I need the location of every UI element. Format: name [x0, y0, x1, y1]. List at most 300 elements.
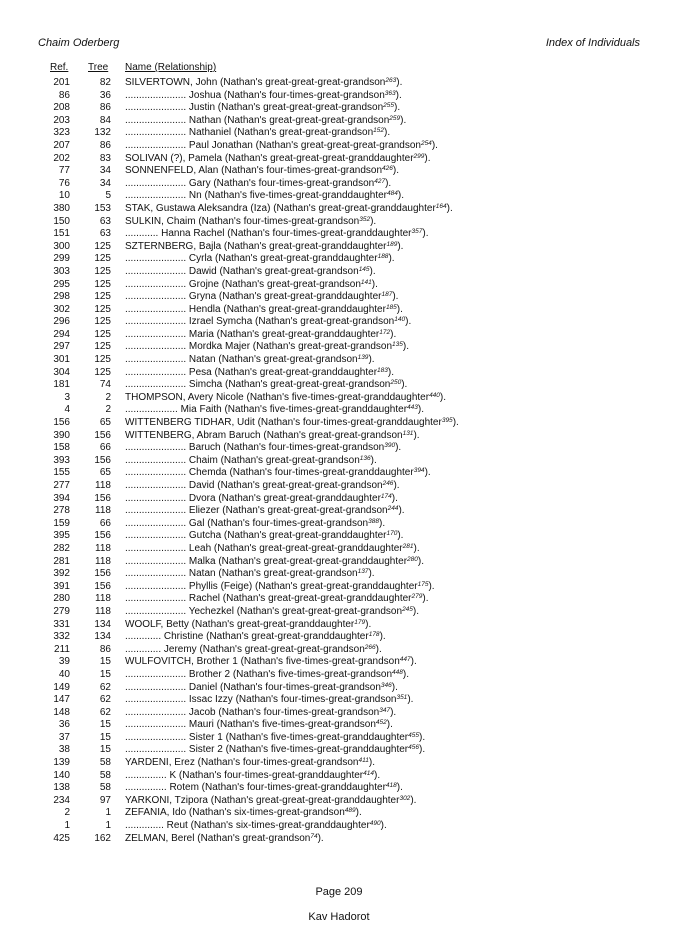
entry-name — [125, 153, 431, 166]
entry-close: ). — [388, 253, 395, 265]
index-entry — [0, 203, 678, 216]
entry-name — [125, 216, 376, 229]
index-entry — [0, 442, 678, 455]
entry-ref: 201 — [53, 77, 70, 88]
entry-reference-number: 363 — [384, 89, 396, 97]
entry-ref: 331 — [53, 618, 70, 630]
page-number: Page 209 — [315, 886, 363, 898]
entry-reference-number: 187 — [381, 291, 393, 299]
entry-reference-number: 140 — [394, 316, 406, 324]
entry-name-text: ...................... Mauri (Nathan's five-times-great-grandson — [125, 719, 376, 731]
entry-name-text: ...................... Chaim (Nathan's great-great-grandson — [125, 454, 360, 466]
entry-name — [125, 291, 398, 304]
entry-close: ). — [417, 555, 425, 567]
entry-close: ). — [365, 618, 372, 630]
entry-close: ). — [317, 832, 324, 844]
entry-name — [125, 719, 393, 732]
entry-tree: 125 — [94, 366, 111, 378]
entry-tree: 97 — [99, 794, 111, 806]
entry-name — [125, 279, 378, 292]
entry-name-text: ...................... Nathan (Nathan's great-great-great-grandson — [125, 114, 390, 126]
entry-name — [125, 669, 409, 682]
entry-close: ). — [387, 366, 395, 378]
index-entry — [0, 581, 678, 594]
entry-name — [125, 165, 399, 178]
entry-name-text: ...................... Chemda (Nathan's four-times-great-granddaughter — [125, 467, 414, 479]
entry-name-text: ...................... Yechezkel (Nathan's great-great-great-grandson — [125, 605, 403, 617]
entry-tree: 84 — [99, 114, 111, 126]
entry-reference-number: 357 — [411, 228, 423, 236]
index-entry — [0, 140, 678, 153]
entry-name-text: SILVERTOWN, John (Nathan's great-great-great-grandson — [125, 77, 386, 88]
entry-tree: 134 — [94, 631, 111, 643]
entry-name-text: ...................... Gutcha (Nathan's great-great-granddaughter — [125, 530, 387, 542]
entry-name-text: ...................... Paul Jonathan (Nathan's great-great-great-grandson — [125, 139, 421, 151]
entry-close: ). — [422, 593, 429, 605]
entry-tree: 58 — [99, 782, 111, 794]
entry-tree: 156 — [94, 530, 111, 542]
entry-close: ). — [413, 429, 420, 441]
entry-tree: 62 — [99, 694, 111, 706]
index-entry — [0, 90, 678, 103]
entry-tree: 1 — [105, 820, 111, 832]
entry-name-text: ...................... Gary (Nathan's four-times-great-grandson — [125, 177, 375, 189]
entry-name — [125, 354, 375, 367]
entry-reference-number: 139 — [357, 354, 369, 362]
entry-name — [125, 102, 400, 115]
entry-name-text: ...................... Sister 1 (Nathan's five-times-great-granddaughter — [125, 731, 409, 743]
entry-reference-number: 178 — [368, 631, 380, 639]
entry-close: ). — [371, 278, 378, 290]
running-header-section: Index of Individuals — [545, 37, 640, 49]
entry-tree: 82 — [99, 77, 111, 88]
entry-tree: 86 — [99, 139, 111, 151]
entry-reference-number: 266 — [364, 643, 376, 651]
index-entry — [0, 606, 678, 619]
running-header-author: Chaim Oderberg — [38, 37, 120, 49]
entry-tree: 118 — [95, 542, 111, 554]
entry-name — [125, 593, 428, 606]
entry-name-text: SOLIVAN (?), Pamela (Nathan's great-great-great-granddaughter — [125, 152, 414, 164]
entry-name — [125, 379, 407, 392]
entry-close: ). — [402, 668, 409, 680]
entry-reference-number: 427 — [374, 177, 386, 185]
index-entry — [0, 631, 678, 644]
index-entry — [0, 505, 678, 518]
entry-ref: 158 — [53, 442, 70, 454]
entry-tree: 66 — [99, 517, 111, 529]
entry-tree: 86 — [99, 102, 111, 114]
entry-name — [125, 417, 459, 430]
index-entry — [0, 518, 678, 531]
entry-tree: 125 — [94, 303, 111, 315]
index-entry — [0, 455, 678, 468]
entry-name-text: ...................... Cyrla (Nathan's great-great-granddaughter — [125, 253, 378, 265]
index-entry — [0, 127, 678, 140]
index-entry — [0, 379, 678, 392]
entry-ref: 281 — [53, 555, 70, 567]
index-entry — [0, 329, 678, 342]
entry-tree: 86 — [99, 643, 111, 655]
entry-reference-number: 281 — [402, 542, 414, 550]
index-entry — [0, 744, 678, 757]
entry-name-text: ...................... Nn (Nathan's five-times-great-granddaughter — [125, 190, 388, 202]
entry-reference-number: 452 — [375, 719, 387, 727]
entry-reference-number: 390 — [384, 442, 396, 450]
entry-close: ). — [395, 89, 402, 101]
entry-reference-number: 254 — [420, 139, 432, 147]
entry-reference-number: 255 — [383, 102, 394, 110]
entry-tree: 66 — [99, 442, 111, 454]
entry-close: ). — [392, 291, 399, 303]
entry-tree: 5 — [105, 190, 111, 202]
entry-tree: 15 — [99, 731, 111, 743]
entry-name — [125, 757, 375, 770]
entry-name — [125, 367, 394, 380]
entry-tree: 125 — [94, 341, 111, 353]
entry-ref: 147 — [53, 694, 70, 706]
entry-reference-number: 447 — [399, 656, 411, 664]
entry-name — [125, 77, 402, 90]
entry-name — [125, 568, 375, 581]
entry-name — [125, 329, 396, 342]
entry-name-text: ZELMAN, Berel (Nathan's great-grandson — [125, 832, 311, 844]
entry-tree: 125 — [94, 291, 111, 303]
entry-ref: 393 — [53, 454, 70, 466]
entry-name — [125, 694, 413, 707]
entry-reference-number: 489 — [344, 807, 356, 815]
entry-ref: 211 — [54, 643, 70, 655]
index-entry — [0, 682, 678, 695]
entry-ref: 301 — [53, 354, 70, 366]
entry-ref: 208 — [53, 102, 70, 114]
entry-close: ). — [419, 731, 426, 743]
entry-name — [125, 316, 411, 329]
entry-name-text: ................... Mia Faith (Nathan's five-times-great-granddaughter — [125, 404, 408, 416]
entry-close: ). — [439, 391, 447, 403]
entry-ref: 77 — [58, 165, 70, 177]
entry-ref: 181 — [53, 379, 70, 391]
entry-name — [125, 304, 403, 317]
index-entry — [0, 807, 678, 820]
entry-ref: 150 — [53, 215, 70, 227]
entry-close: ). — [407, 694, 414, 706]
entry-name — [125, 505, 405, 518]
entry-ref: 332 — [53, 631, 70, 643]
entry-name-text: ...................... Jacob (Nathan's four-times-great-grandson — [125, 706, 380, 718]
index-entry — [0, 782, 678, 795]
index-entry — [0, 719, 678, 732]
entry-reference-number: 259 — [389, 114, 401, 122]
entry-ref: 295 — [53, 278, 70, 290]
entry-close: ). — [373, 769, 381, 781]
entry-close: ). — [385, 177, 392, 189]
entry-ref: 37 — [58, 731, 70, 743]
entry-close: ). — [401, 379, 408, 391]
entry-name-text: ............... K (Nathan's four-times-great-granddaughter — [125, 769, 364, 781]
entry-name-text: ...................... Natan (Nathan's great-great-grandson — [125, 354, 358, 366]
index-entry — [0, 593, 678, 606]
column-header-tree: Tree — [88, 62, 109, 73]
entry-tree: 156 — [94, 492, 111, 504]
entry-reference-number: 175 — [417, 580, 429, 588]
column-header-name: Name (Relationship) — [125, 62, 217, 73]
entry-name-text: SULKIN, Chaim (Nathan's four-times-great-grandson — [125, 215, 360, 227]
entry-reference-number: 346 — [380, 681, 392, 689]
entry-close: ). — [396, 77, 403, 88]
entry-name — [125, 782, 403, 795]
entry-ref: 303 — [53, 265, 70, 277]
entry-tree: 134 — [94, 618, 111, 630]
entry-name-text: WITTENBERG TIDHAR, Udit (Nathan's four-times-great-granddaughter — [125, 417, 442, 429]
entry-name — [125, 644, 382, 657]
index-entry — [0, 619, 678, 632]
entry-name-text: ...................... Baruch (Nathan's four-times-great-grandson — [125, 442, 385, 454]
entry-close: ). — [396, 782, 403, 794]
entry-name — [125, 266, 376, 279]
entry-name-text: ...................... Dawid (Nathan's great-great-grandson — [125, 265, 359, 277]
entry-name-text: ...................... Dvora (Nathan's great-great-granddaughter — [125, 492, 381, 504]
entry-close: ). — [417, 404, 424, 416]
entry-name — [125, 241, 403, 254]
index-entry — [0, 115, 678, 128]
entry-ref: 297 — [53, 341, 70, 353]
entry-name — [125, 581, 435, 594]
entry-name — [125, 732, 425, 745]
entry-tree: 63 — [99, 228, 111, 240]
entry-reference-number: 131 — [402, 429, 414, 437]
index-entry — [0, 228, 678, 241]
entry-tree: 83 — [99, 152, 111, 164]
entry-tree: 15 — [99, 719, 111, 731]
entry-close: ). — [405, 316, 412, 328]
entry-close: ). — [386, 719, 393, 731]
entry-tree: 58 — [99, 757, 111, 769]
entry-close: ). — [397, 190, 404, 202]
entry-reference-number: 426 — [382, 165, 393, 173]
entry-name-text: ...................... Natan (Nathan's great-great-grandson — [125, 568, 358, 580]
entry-name — [125, 178, 391, 191]
entry-name-text: ...................... Pesa (Nathan's great-great-granddaughter — [125, 366, 378, 378]
entry-name — [125, 631, 386, 644]
index-entry — [0, 354, 678, 367]
index-entry — [0, 707, 678, 720]
entry-reference-number: 263 — [385, 77, 397, 84]
entry-close: ). — [368, 568, 375, 580]
entry-ref: 280 — [53, 593, 70, 605]
entry-tree: 125 — [94, 328, 111, 340]
entry-ref: 296 — [53, 316, 70, 328]
entry-close: ). — [419, 744, 426, 756]
entry-name — [125, 430, 420, 443]
entry-name — [125, 493, 398, 506]
entry-tree: 2 — [105, 391, 111, 403]
entry-name — [125, 656, 417, 669]
index-entry — [0, 241, 678, 254]
entry-tree: 34 — [99, 177, 111, 189]
index-entry — [0, 216, 678, 229]
entry-close: ). — [391, 681, 398, 693]
entry-reference-number: 189 — [386, 240, 398, 248]
index-entry — [0, 404, 678, 417]
entry-name-text: ...................... Gryna (Nathan's great-great-granddaughter — [125, 291, 382, 303]
entry-name-text: ...................... Sister 2 (Nathan's five-times-great-granddaughter — [125, 744, 409, 756]
entry-name-text: YARKONI, Tzipora (Nathan's great-great-great-granddaughter — [125, 794, 400, 806]
index-entry — [0, 291, 678, 304]
entry-name-text: STAK, Gustawa Aleksandra (Iza) (Nathan's great-great-granddaughter — [125, 202, 436, 214]
entry-name-text: WOOLF, Betty (Nathan's great-great-granddaughter — [125, 618, 355, 630]
entry-reference-number: 250 — [390, 379, 402, 387]
entry-reference-number: 136 — [359, 454, 371, 462]
entry-tree: 118 — [95, 480, 111, 491]
entry-tree: 156 — [94, 580, 111, 592]
entry-name — [125, 127, 390, 140]
index-entry — [0, 153, 678, 166]
index-entry — [0, 694, 678, 707]
entry-reference-number: 352 — [359, 215, 371, 223]
entry-name-text: ............... Rotem (Nathan's four-times-great-granddaughter — [125, 782, 386, 794]
index-entry — [0, 253, 678, 266]
entry-name-text: ...................... David (Nathan's great-great-great-grandson — [125, 480, 383, 491]
index-entry — [0, 833, 678, 846]
column-header-ref: Ref. — [50, 62, 69, 73]
entry-tree: 156 — [94, 429, 111, 441]
entry-ref: 36 — [58, 719, 70, 731]
entry-reference-number: 484 — [387, 190, 398, 198]
entry-close: ). — [452, 417, 459, 429]
entry-ref: 4 — [64, 404, 70, 416]
entry-name-text: ...................... Grojne (Nathan's great-great-grandson — [125, 278, 361, 290]
entry-name-text: ...................... Mordka Majer (Nathan's great-great-grandson — [125, 341, 393, 353]
entry-reference-number: 448 — [392, 668, 403, 676]
entry-ref: 159 — [53, 517, 70, 529]
entry-name-text: ...................... Daniel (Nathan's four-times-great-grandson — [125, 681, 381, 693]
entry-close: ). — [368, 354, 375, 366]
index-entry — [0, 556, 678, 569]
entry-reference-number: 279 — [411, 593, 423, 601]
entry-name — [125, 140, 438, 153]
entry-name — [125, 807, 362, 820]
entry-name-text: .............. Reut (Nathan's six-times-great-granddaughter — [125, 820, 370, 832]
entry-reference-number: 244 — [387, 505, 399, 513]
entry-tree: 2 — [105, 404, 111, 416]
index-entry — [0, 820, 678, 833]
entry-close: ). — [368, 757, 375, 769]
entry-reference-number: 137 — [357, 568, 369, 576]
entry-reference-number: 170 — [386, 530, 398, 538]
entry-name — [125, 556, 424, 569]
entry-reference-number: 351 — [396, 694, 408, 702]
entry-name — [125, 203, 453, 216]
index-entry — [0, 430, 678, 443]
index-entry — [0, 190, 678, 203]
entry-reference-number: 299 — [413, 152, 425, 160]
entry-tree: 125 — [94, 253, 111, 265]
entry-name — [125, 833, 324, 846]
entry-close: ). — [428, 580, 435, 592]
entry-close: ). — [424, 152, 431, 164]
entry-ref: 425 — [53, 832, 70, 844]
entry-name-text: ...................... Leah (Nathan's great-great-great-granddaughter — [125, 542, 403, 554]
index-entry — [0, 467, 678, 480]
entry-ref: 2 — [64, 807, 70, 819]
entry-tree: 58 — [99, 769, 111, 781]
entry-tree: 15 — [99, 656, 111, 668]
entry-reference-number: 152 — [373, 127, 384, 135]
entry-tree: 118 — [95, 605, 111, 617]
entry-reference-number: 179 — [354, 618, 366, 626]
entry-ref: 76 — [58, 177, 70, 189]
entry-ref: 392 — [53, 568, 70, 580]
entry-close: ). — [370, 215, 377, 227]
entry-tree: 62 — [99, 681, 111, 693]
entry-tree: 156 — [94, 568, 111, 580]
entry-name — [125, 606, 419, 619]
entry-ref: 391 — [53, 580, 70, 592]
entry-reference-number: 172 — [379, 328, 391, 336]
entry-tree: 34 — [99, 165, 111, 177]
index-entry — [0, 77, 678, 90]
entry-name-text: ...................... Izrael Symcha (Nathan's great-great-grandson — [125, 316, 395, 328]
entry-tree: 1 — [105, 807, 111, 819]
entry-name — [125, 480, 400, 493]
entry-ref: 40 — [58, 668, 70, 680]
entry-close: ). — [392, 165, 399, 177]
entry-name-text: SZTERNBERG, Bajla (Nathan's great-great-granddaughter — [125, 240, 387, 252]
book-title: Kav Hadorot — [308, 911, 370, 923]
entry-name — [125, 682, 398, 695]
entry-reference-number: 455 — [408, 731, 419, 739]
entry-name — [125, 543, 420, 556]
index-entry — [0, 568, 678, 581]
entry-close: ). — [393, 480, 400, 491]
entry-ref: 151 — [53, 228, 70, 240]
entry-close: ). — [375, 643, 382, 655]
entry-reference-number: 246 — [382, 480, 394, 487]
entry-tree: 118 — [95, 593, 111, 605]
entry-tree: 125 — [94, 316, 111, 328]
entry-name — [125, 744, 425, 757]
index-entry — [0, 341, 678, 354]
entry-reference-number: 280 — [407, 555, 418, 563]
entry-ref: 234 — [53, 794, 70, 806]
entry-close: ). — [355, 807, 362, 819]
entry-close: ). — [410, 656, 417, 668]
index-entry — [0, 493, 678, 506]
index-entry — [0, 392, 678, 405]
entry-name-text: ............. Christine (Nathan's great-great-granddaughter — [125, 631, 369, 643]
index-entry — [0, 656, 678, 669]
entry-reference-number: 418 — [385, 782, 397, 790]
entry-ref: 390 — [53, 429, 70, 441]
index-entry — [0, 732, 678, 745]
entry-reference-number: 443 — [407, 404, 418, 412]
entry-name-text: ...................... Rachel (Nathan's great-great-great-granddaughter — [125, 593, 412, 605]
index-entry — [0, 266, 678, 279]
entry-ref: 3 — [64, 391, 70, 403]
entry-tree: 62 — [99, 706, 111, 718]
entry-name — [125, 530, 403, 543]
entry-name — [125, 90, 402, 103]
entry-ref: 156 — [53, 417, 70, 429]
entry-name — [125, 341, 409, 354]
entry-close: ). — [397, 240, 404, 252]
entry-close: ). — [402, 341, 409, 353]
entry-ref: 148 — [53, 706, 70, 718]
entry-ref: 294 — [53, 328, 70, 340]
entry-ref: 300 — [53, 240, 70, 252]
index-entry — [0, 417, 678, 430]
